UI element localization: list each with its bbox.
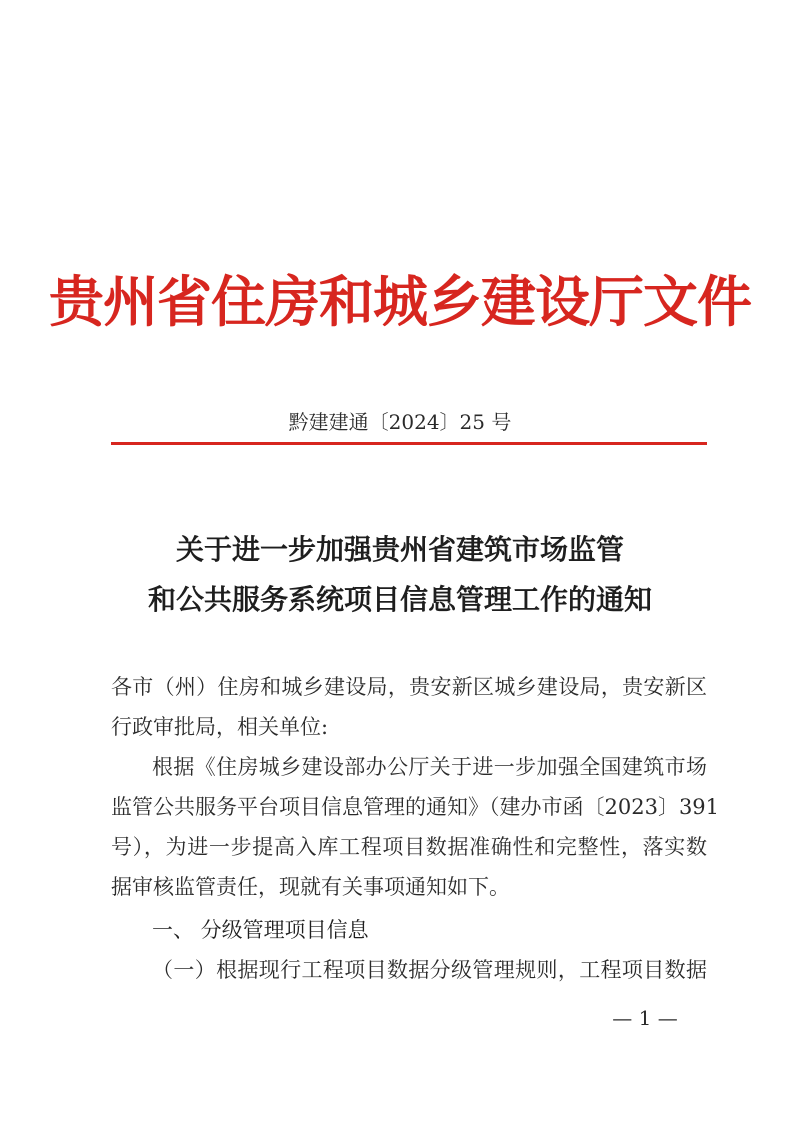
page-number: — 1 — — [612, 1006, 678, 1030]
addressee-line-2: 行政审批局，相关单位: — [111, 715, 329, 739]
paragraph-1-line-3: 号），为进一步提高入库工程项目数据准确性和完整性，落实数 — [111, 835, 707, 859]
addressee-line-1: 各市（州）住房和城乡建设局，贵安新区城乡建设局，贵安新区 — [111, 675, 707, 699]
document-title-line-2: 和公共服务系统项目信息管理工作的通知 — [147, 583, 652, 616]
document-title-line-1: 关于进一步加强贵州省建筑市场监管 — [175, 533, 624, 566]
section-1-heading: 一、 分级管理项目信息 — [152, 918, 369, 942]
paragraph-2-line-1: （一）根据现行工程项目数据分级管理规则，工程项目数据 — [152, 958, 707, 982]
paragraph-1-line-4: 据审核监管责任，现就有关事项通知如下。 — [111, 875, 510, 899]
issuing-authority-header: 贵州省住房和城乡建设厅文件 — [48, 270, 751, 334]
paragraph-1-line-2: 监管公共服务平台项目信息管理的通知》（建办市函〔2023〕391 — [111, 795, 720, 819]
red-divider-line — [111, 442, 707, 445]
document-number: 黔建建通〔2024〕25 号 — [288, 410, 512, 434]
paragraph-1-line-1: 根据《住房城乡建设部办公厅关于进一步加强全国建筑市场 — [152, 755, 707, 779]
